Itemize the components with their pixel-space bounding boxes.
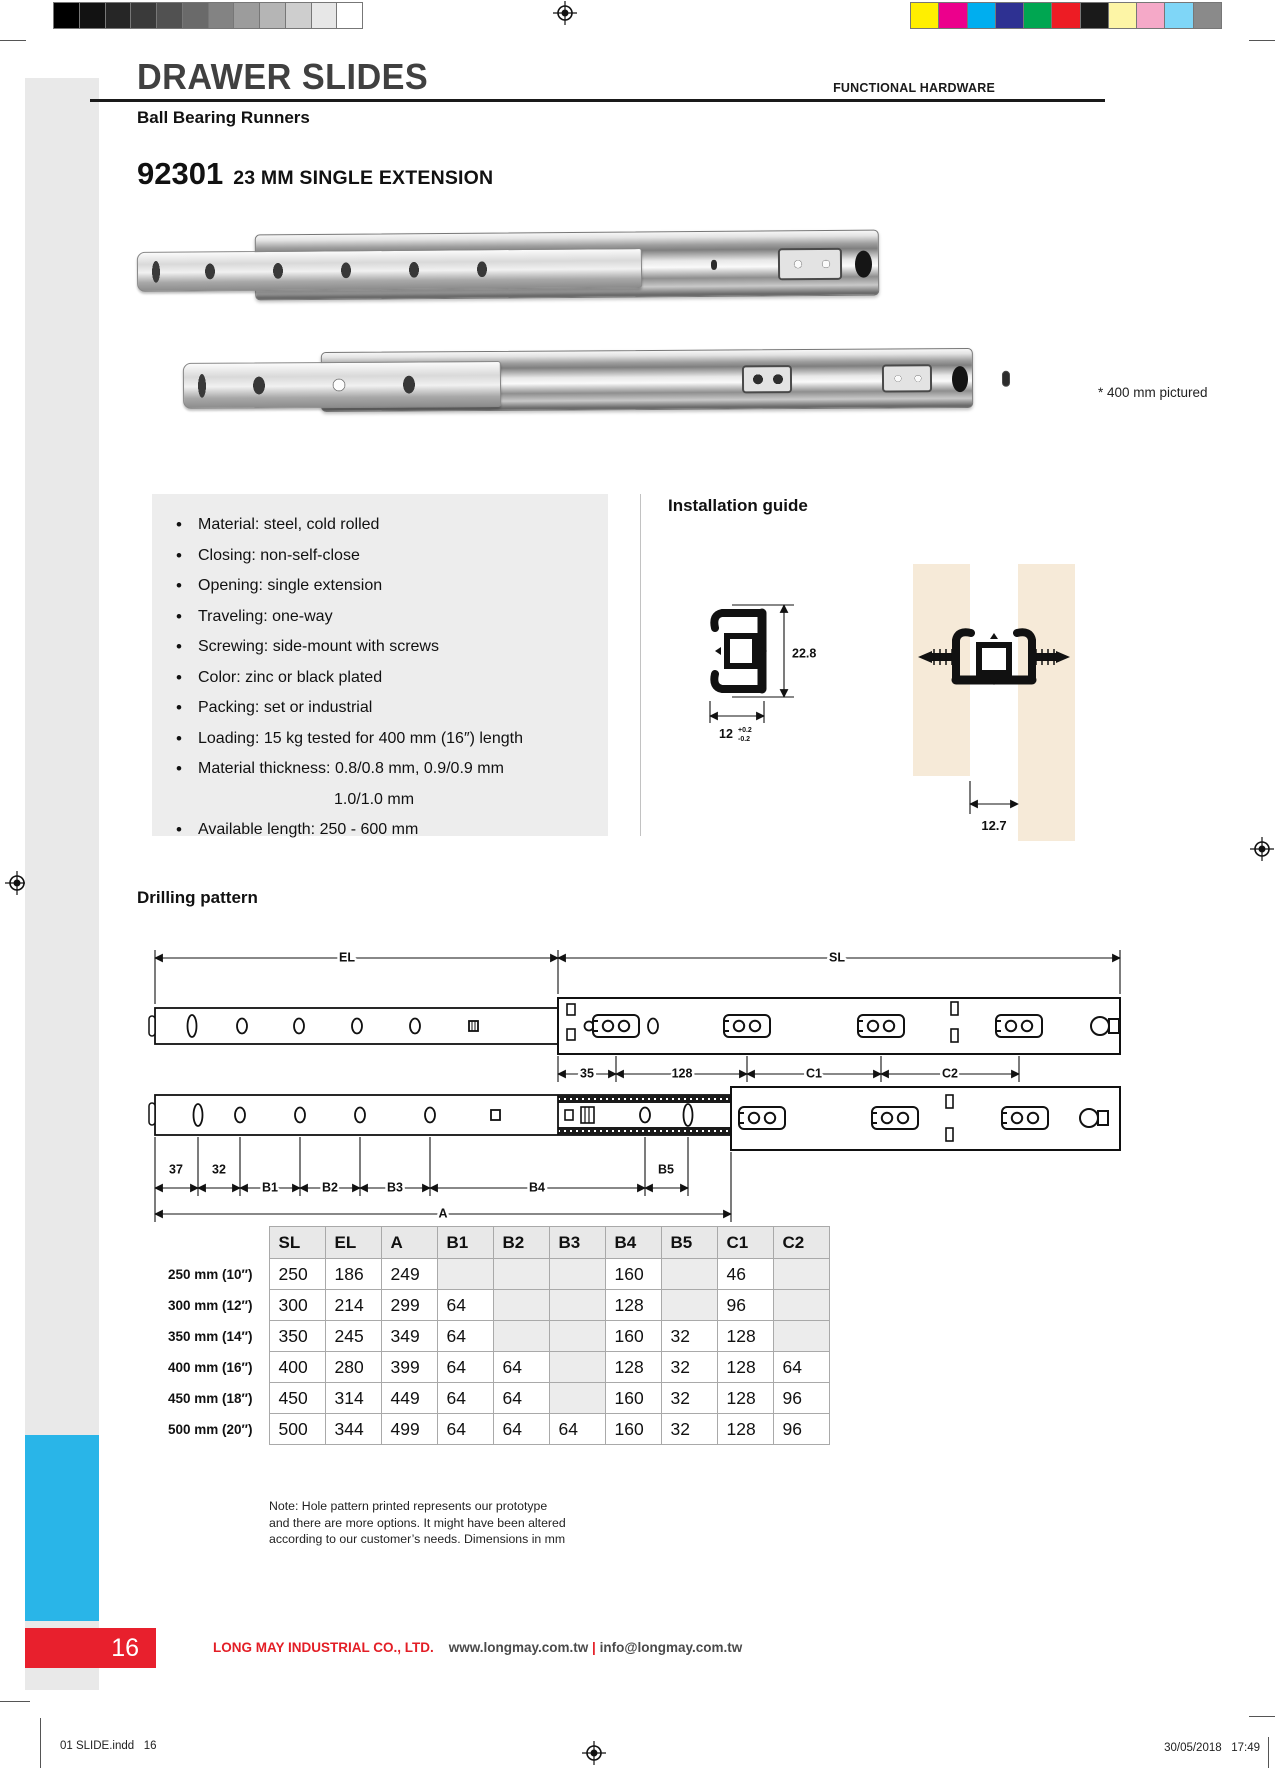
table-cell: 96 [773,1383,829,1414]
table-cell [661,1290,717,1321]
calibration-swatch [939,3,967,28]
inner-rail [183,361,501,409]
table-cell: 32 [661,1383,717,1414]
table-cell: 245 [325,1321,381,1352]
calibration-swatch [911,3,939,28]
table-cell: 160 [605,1414,661,1445]
table-cell: 160 [605,1321,661,1352]
footer-company-line [213,1640,742,1655]
table-cell: 96 [773,1414,829,1445]
table-cell: 32 [661,1321,717,1352]
table-cell: 499 [381,1414,437,1445]
bullet: • [176,728,182,748]
spec-item [176,510,588,541]
spec-text: Traveling: one-way [198,607,333,625]
table-cell: 64 [493,1383,549,1414]
table-cell [773,1259,829,1290]
column-header: C1 [717,1227,773,1259]
crop-mark [0,40,26,41]
table-note [269,1498,571,1548]
row-label: 500 mm (20″) [155,1414,269,1445]
bullet: • [176,515,182,534]
calibration-swatch [1137,3,1165,28]
spec-text: Opening: single extension [198,577,383,594]
table-header-row [155,1227,829,1259]
table-cell: 32 [661,1414,717,1445]
table-cell [549,1290,605,1321]
spec-item-continuation [176,785,588,816]
page-title: DRAWER SLIDES [137,56,429,97]
bullet: • [176,637,182,656]
product-heading [137,156,493,192]
bullet: • [176,759,182,778]
dim-label-37: 37 [169,1162,183,1177]
dim-label-sl: SL [829,950,845,965]
spec-item [176,724,588,755]
column-header: SL [269,1227,325,1259]
calibration-swatch [80,3,106,28]
column-header: B3 [549,1227,605,1259]
table-cell: 64 [437,1321,493,1352]
spec-text: Packing: set or industrial [198,699,373,716]
dim-label-35: 35 [580,1066,594,1081]
calibration-swatch [286,3,312,28]
table-cell: 128 [717,1321,773,1352]
calibration-swatch [337,3,362,28]
table-cell: 186 [325,1259,381,1290]
website-link: www.longmay.com.tw [448,1640,589,1655]
product-photo-extended [137,226,882,312]
product-photo-closed [183,338,975,434]
bullet: • [176,576,182,595]
column-header: B4 [605,1227,661,1259]
table-cell [773,1290,829,1321]
table-cell: 128 [717,1414,773,1445]
calibration-swatch [131,3,157,28]
calibration-swatch [234,3,260,28]
crop-mark [1249,40,1275,41]
corner-cell [155,1227,269,1259]
calibration-swatch [1109,3,1137,28]
calibration-swatch [106,3,132,28]
bullet: • [176,667,182,687]
table-row [155,1383,829,1414]
crop-mark [0,1701,30,1702]
dim-label-c1: C1 [806,1066,822,1081]
spec-text: Loading: 15 kg tested for 400 mm (16″) length [198,729,523,747]
dim-label-gap: 12.7 [981,818,1007,833]
spec-text: Screwing: side-mount with screws [198,638,439,655]
end-stopper [855,251,872,278]
product-name: 23 MM SINGLE EXTENSION [233,167,494,189]
table-row [155,1414,829,1445]
bullet: • [176,545,182,565]
dim-label-b3: B3 [387,1180,403,1195]
dim-label-b5: B5 [658,1162,674,1177]
hole-pair-plate [742,365,792,393]
dim-label-32: 32 [212,1162,226,1177]
table-cell: 314 [325,1383,381,1414]
page-number-box: 16 [25,1628,156,1668]
note-line: according to our customer’s needs. Dimensions in mm [269,1532,566,1546]
table-cell [437,1259,493,1290]
spec-list [176,510,588,846]
table-cell: 449 [381,1383,437,1414]
crop-mark [1249,1716,1275,1717]
spec-item [176,815,588,846]
calibration-swatch [209,3,235,28]
table-cell [493,1290,549,1321]
wood-panel [1018,564,1075,841]
dim-label-el: EL [339,950,355,965]
table-cell [493,1321,549,1352]
table-cell: 249 [381,1259,437,1290]
table-cell: 64 [493,1352,549,1383]
registration-mark-icon [1250,837,1274,861]
table-cell: 349 [381,1321,437,1352]
calibration-swatch [54,3,80,28]
inner-rail [137,248,642,292]
file-label: 01 SLIDE.indd 16 [60,1740,157,1752]
table-cell: 280 [325,1352,381,1383]
table-cell: 500 [269,1414,325,1445]
table-cell: 64 [493,1414,549,1445]
print-timestamp: 30/05/2018 17:49 [1164,1742,1260,1754]
separator: | [588,1640,600,1655]
table-cell: 344 [325,1414,381,1445]
column-header: B1 [437,1227,493,1259]
dim-label-128: 128 [671,1066,693,1081]
table-cell: 399 [381,1352,437,1383]
calibration-swatch [157,3,183,28]
table-cell [661,1259,717,1290]
column-header: B5 [661,1227,717,1259]
table-cell: 400 [269,1352,325,1383]
calibration-swatch [260,3,286,28]
calibration-swatch [1165,3,1193,28]
hole [711,260,717,270]
spec-item [176,632,588,663]
table-cell: 350 [269,1321,325,1352]
calibration-swatch [968,3,996,28]
table-cell: 128 [605,1290,661,1321]
calibration-swatch [996,3,1024,28]
color-calibration-bar [910,2,1222,29]
dimensions-table [155,1226,830,1445]
spec-text: Material thickness: 0.8/0.8 mm, 0.9/0.9 mm [198,760,504,777]
photo-note: * 400 mm pictured [1098,385,1208,400]
spec-item [176,541,588,572]
column-divider [640,494,641,836]
table-cell: 64 [437,1290,493,1321]
row-label: 450 mm (18″) [155,1383,269,1414]
table-cell [773,1321,829,1352]
product-code: 92301 [137,156,224,191]
dim-label-profile-width: 12 [719,727,733,741]
end-stopper [952,366,968,392]
crop-mark [1268,1737,1269,1768]
table-cell: 128 [717,1383,773,1414]
end-bracket [778,248,842,281]
table-cell: 160 [605,1259,661,1290]
drilling-drawing-closed [137,1078,1137,1233]
table-cell: 300 [269,1290,325,1321]
table-cell [493,1259,549,1290]
company-name: LONG MAY INDUSTRIAL CO., LTD. [213,1640,434,1655]
section-color-tab [25,1435,99,1621]
table-cell: 64 [773,1352,829,1383]
spacer [434,1640,449,1655]
header-rule [90,99,1105,102]
table-row [155,1259,829,1290]
calibration-swatch [312,3,338,28]
grayscale-calibration-bar [53,2,363,29]
dim-label-profile-height: 22.8 [792,646,817,661]
column-header: A [381,1227,437,1259]
spec-text: Material: steel, cold rolled [198,516,380,533]
spec-text: Color: zinc or black plated [198,668,383,686]
table-cell [549,1259,605,1290]
spec-item [176,602,588,633]
drilling-pattern-heading: Drilling pattern [137,888,258,907]
note-line: Note: Hole pattern printed represents our prototype [269,1499,548,1513]
row-label: 400 mm (16″) [155,1352,269,1383]
table-cell [549,1352,605,1383]
email-link: info@longmay.com.tw [599,1640,743,1655]
column-header: EL [325,1227,381,1259]
row-label: 250 mm (10″) [155,1259,269,1290]
table-row [155,1290,829,1321]
section-subtitle: Ball Bearing Runners [137,108,310,127]
dim-label-b2: B2 [322,1180,338,1195]
table-row [155,1352,829,1383]
table-cell: 299 [381,1290,437,1321]
drilling-drawing-extended [137,940,1137,1095]
cross-section-diagram [672,535,842,755]
spec-box [152,494,608,839]
dim-label-c2: C2 [942,1066,958,1081]
dim-label-tol-plus: +0.2 [738,727,752,734]
dim-label-tol-minus: -0.2 [738,736,751,743]
table-cell: 64 [437,1352,493,1383]
column-header: C2 [773,1227,829,1259]
note-line: and there are more options. It might have been altered [269,1515,566,1530]
table-cell: 46 [717,1259,773,1290]
crop-mark [40,1718,41,1768]
calibration-swatch [1194,3,1221,28]
calibration-swatch [183,3,209,28]
table-cell: 160 [605,1383,661,1414]
table-cell: 450 [269,1383,325,1414]
calibration-swatch [1081,3,1109,28]
spec-item [176,571,588,602]
table-cell [549,1383,605,1414]
row-label: 300 mm (12″) [155,1290,269,1321]
dim-label-b4: B4 [529,1180,545,1195]
calibration-swatch [1024,3,1052,28]
category-label: FUNCTIONAL HARDWARE [833,81,995,95]
table-cell: 96 [717,1290,773,1321]
registration-mark-icon [582,1741,606,1765]
table-cell: 64 [549,1414,605,1445]
spec-item [176,663,588,694]
table-cell: 64 [437,1383,493,1414]
spec-item [176,693,588,724]
bullet: • [176,698,182,717]
wood-panel [913,564,970,776]
table-cell [549,1321,605,1352]
bullet: • [176,820,182,839]
spec-text: 1.0/1.0 mm [334,790,415,808]
table-cell: 214 [325,1290,381,1321]
table-cell: 64 [437,1414,493,1445]
bullet: • [176,606,182,626]
dim-label-a: A [438,1206,448,1221]
table-cell: 128 [605,1352,661,1383]
dim-label-b1: B1 [262,1180,278,1195]
table-cell: 250 [269,1259,325,1290]
spec-item [176,754,588,785]
slot [1002,371,1010,387]
table-cell: 32 [661,1352,717,1383]
row-label: 350 mm (14″) [155,1321,269,1352]
column-header: B2 [493,1227,549,1259]
hole-pair-plate [882,364,932,392]
table-cell: 128 [717,1352,773,1383]
spec-text: Closing: non-self-close [198,546,360,564]
table-row [155,1321,829,1352]
calibration-swatch [1052,3,1080,28]
registration-mark-icon [553,1,577,25]
spec-text: Available length: 250 - 600 mm [198,821,419,838]
mounting-diagram [900,556,1150,851]
installation-guide-heading: Installation guide [668,496,808,515]
